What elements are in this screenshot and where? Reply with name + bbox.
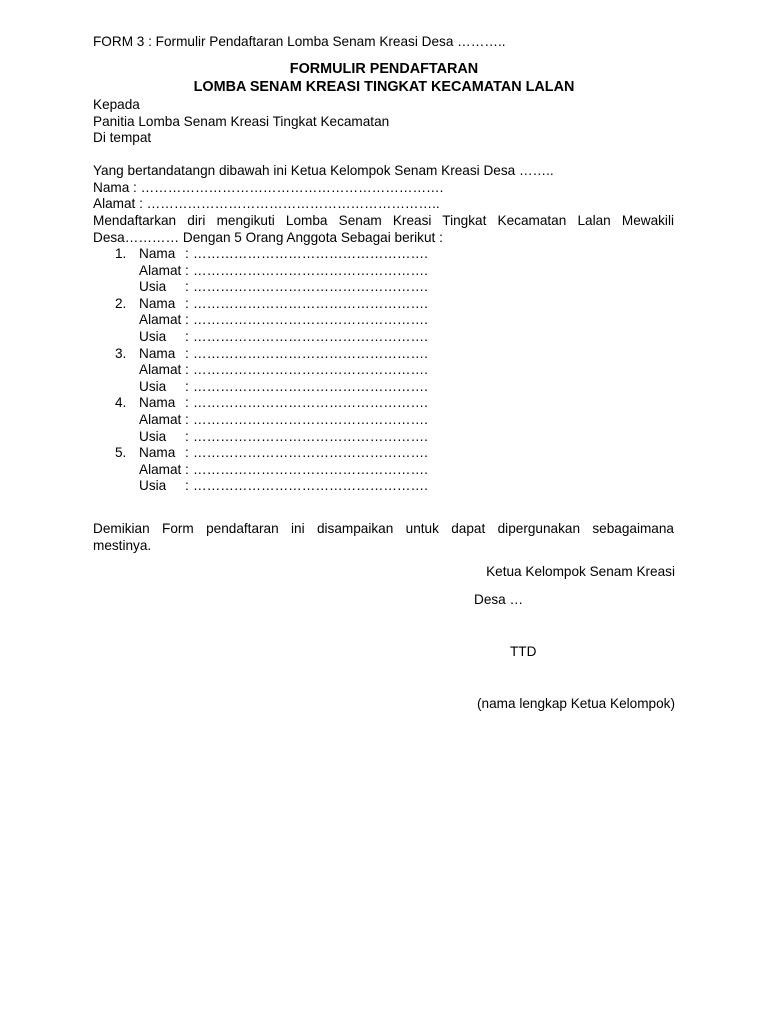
member-alamat-blank: ……………………………………………. [193, 362, 428, 378]
member-nama-blank: ……………………………………………. [193, 295, 428, 311]
field-colon: : [185, 428, 189, 444]
member-usia-label: Usia [139, 428, 167, 444]
member-usia-label: Usia [139, 279, 167, 295]
member-nama-blank: ……………………………………………. [193, 246, 428, 261]
field-colon: : [185, 445, 189, 461]
member-usia-blank: ……………………………………………. [193, 378, 428, 394]
field-colon: : [185, 312, 189, 328]
member-nama-blank: ……………………………………………. [193, 345, 428, 361]
member-nama-label: Nama [139, 445, 176, 461]
signature-desa: Desa … [474, 592, 524, 607]
member-nama-label: Nama [139, 345, 176, 361]
signature-role: Ketua Kelompok Senam Kreasi [486, 564, 675, 579]
member-usia-blank: ……………………………………………. [193, 279, 428, 295]
member-alamat-label: Alamat [139, 262, 182, 278]
member-number: 2. [115, 295, 127, 311]
field-colon: : [185, 279, 189, 295]
field-colon: : [185, 328, 189, 344]
field-colon: : [185, 478, 189, 494]
member-usia-label: Usia [139, 378, 167, 394]
addressee-block [93, 97, 389, 147]
addressee-name: Panitia Lomba Senam Kreasi Tingkat Kecamatan [93, 113, 390, 129]
member-alamat-blank: ……………………………………………. [193, 262, 428, 278]
registration-statement-cont: Desa………… Dengan 5 Orang Anggota Sebagai berikut : [93, 230, 443, 245]
member-nama-blank: ……………………………………………. [193, 445, 428, 461]
member-alamat-label: Alamat [139, 411, 182, 427]
leader-name-field: Nama : …………………………………………………………. [93, 179, 444, 195]
member-usia-blank: ……………………………………………. [193, 328, 428, 344]
member-number: 5. [115, 445, 127, 461]
member-alamat-label: Alamat [139, 362, 182, 378]
leader-address-field: Alamat : ……………………………………………………….. [93, 196, 440, 212]
member-alamat-blank: ……………………………………………. [193, 411, 428, 427]
intro-block [93, 163, 554, 213]
member-nama-blank: ……………………………………………. [193, 395, 428, 411]
member-number: 3. [115, 345, 127, 361]
member-nama-label: Nama [139, 295, 176, 311]
form-label: FORM 3 : Formulir Pendaftaran Lomba Senam Kreasi Desa ……….. [93, 34, 506, 49]
registration-statement: Mendaftarkan diri mengikuti Lomba Senam Kreasi Tingkat Kecamatan Lalan Mewakili [93, 213, 674, 228]
signature-ttd: TTD [510, 644, 537, 659]
form-subtitle: LOMBA SENAM KREASI TINGKAT KECAMATAN LALAN [193, 79, 575, 95]
intro-statement: Yang bertandatangn dibawah ini Ketua Kelompok Senam Kreasi Desa …….. [93, 163, 554, 178]
member-alamat-label: Alamat [139, 312, 182, 328]
member-alamat-blank: ……………………………………………. [193, 461, 428, 477]
member-usia-blank: ……………………………………………. [193, 478, 428, 494]
member-usia-label: Usia [139, 328, 167, 344]
member-nama-label: Nama [139, 395, 176, 411]
form-title: FORMULIR PENDAFTARAN [289, 61, 479, 77]
member-alamat-blank: ……………………………………………. [193, 312, 428, 328]
member-number: 4. [115, 395, 127, 411]
member-nama-label: Nama [139, 246, 176, 261]
member-number: 1. [115, 246, 127, 261]
closing-statement: Demikian Form pendaftaran ini disampaikan untuk dapat dipergunakan sebagaimana [93, 521, 674, 536]
member-alamat-label: Alamat [139, 461, 182, 477]
field-colon: : [185, 378, 189, 394]
signature-name-placeholder: (nama lengkap Ketua Kelompok) [477, 696, 675, 711]
field-colon: : [185, 345, 189, 361]
addressee-greeting: Kepada [93, 97, 140, 112]
field-colon: : [185, 246, 189, 261]
field-colon: : [185, 395, 189, 411]
field-colon: : [185, 262, 189, 278]
addressee-place: Di tempat [93, 130, 152, 146]
member-usia-label: Usia [139, 478, 167, 494]
field-colon: : [185, 461, 189, 477]
field-colon: : [185, 295, 189, 311]
field-colon: : [185, 411, 189, 427]
field-colon: : [185, 362, 189, 378]
member-usia-blank: ……………………………………………. [193, 428, 428, 444]
closing-statement-cont: mestinya. [93, 538, 152, 553]
